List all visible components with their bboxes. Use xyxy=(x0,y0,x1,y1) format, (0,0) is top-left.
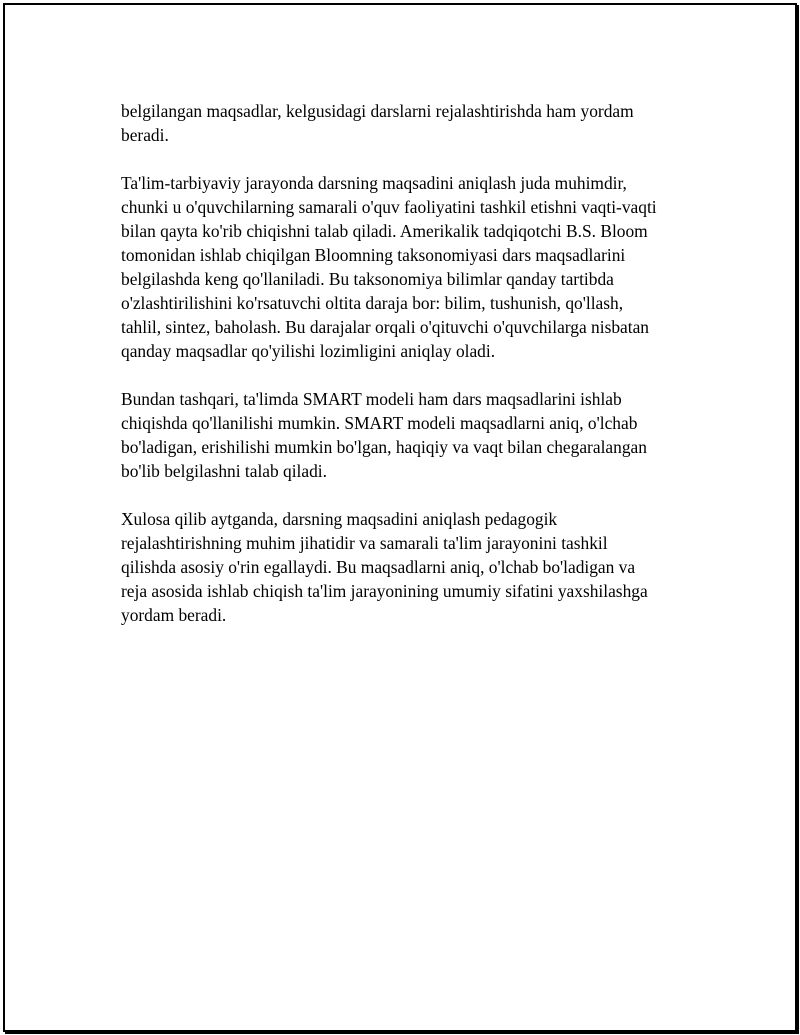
paragraph-4: Xulosa qilib aytganda, darsning maqsadini aniqlash pedagogik rejalashtirishning muhim jihatidir va samarali ta'lim jarayonini tashkil qilishda asosiy o'rin egallaydi. Bu maqsadlarni aniq, o'lchab bo'ladigan va reja asosida ishlab chiqish ta'lim jarayonining umumiy sifatini yaxshilashga yordam beradi. xyxy=(121,509,648,625)
paragraph-2: Ta'lim-tarbiyaviy jarayonda darsning maqsadini aniqlash juda muhimdir, chunki u o'quvchilarning samarali o'quv faoliyatini tashkil etishni vaqti-vaqti bilan qayta ko'rib chiqishni talab qiladi. Amerikalik tadqiqotchi B.S. Bloom tomonidan ishlab chiqilgan Bloomning taksonomiyasi dars maqsadlarini belgilashda keng qo'llaniladi. Bu taksonomiya bilimlar qanday tartibda o'zlashtirilishini ko'rsatuvchi oltita daraja bor: bilim, tushunish, qo'llash, tahlil, sintez, baholash. Bu darajalar orqali o'qituvchi o'quvchilarga nisbatan qanday maqsadlar qo'yilishi lozimligini aniqlay oladi. xyxy=(121,173,657,361)
paragraph-3: Bundan tashqari, ta'limda SMART modeli ham dars maqsadlarini ishlab chiqishda qo'llanilishi mumkin. SMART modeli maqsadlarni aniq, o'lchab bo'ladigan, erishilishi mumkin bo'lgan, haqiqiy va vaqt bilan chegaralangan bo'lib belgilashni talab qiladi. xyxy=(121,389,647,481)
page-frame xyxy=(3,3,797,1032)
paragraph-1: belgilangan maqsadlar, kelgusidagi darslarni rejalashtirishda ham yordam beradi. xyxy=(121,101,634,145)
page-body xyxy=(121,99,701,651)
